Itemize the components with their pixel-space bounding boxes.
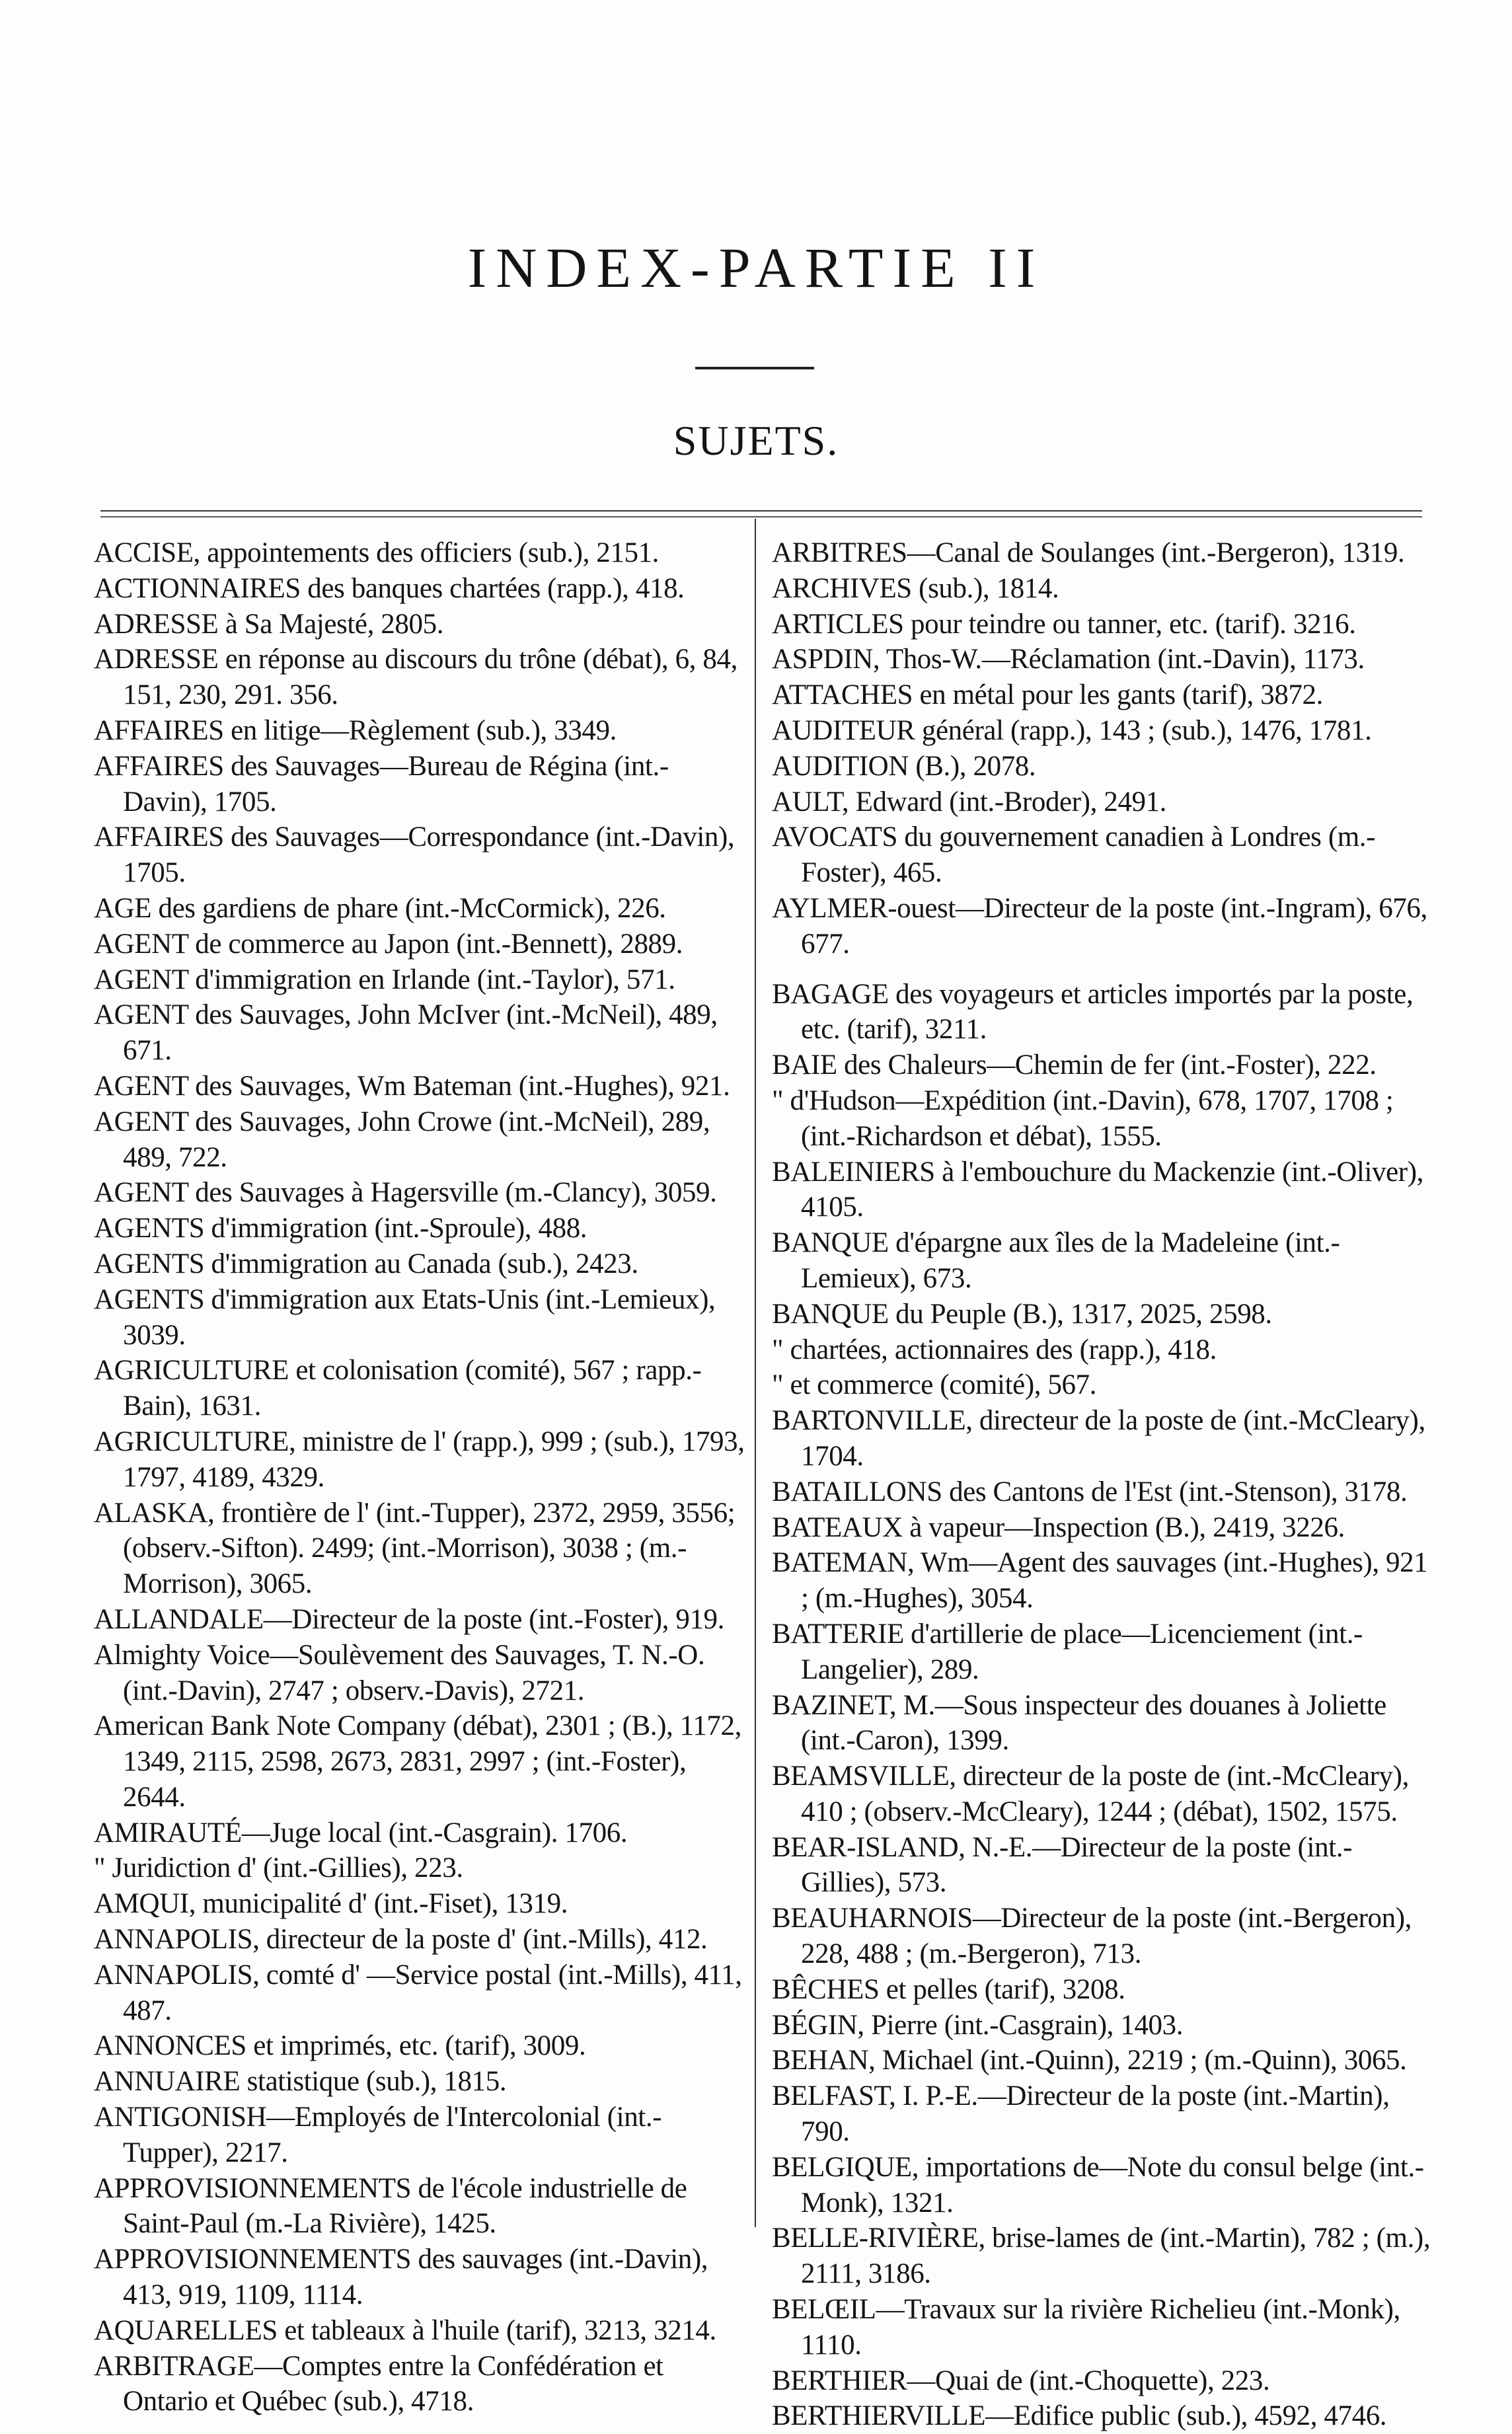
index-entry: BANQUE du Peuple (B.), 1317, 2025, 2598. [772,1298,1272,1330]
index-entry: ALASKA, frontière de l' (int.-Tupper), 2372, 2959, 3556; (observ.-Sifton). 2499; (int.-Morrison), 3038 ; (m.-Morrison), 3065. [94,1497,736,1600]
index-entry: BELLE-RIVIÈRE, brise-lames de (int.-Martin), 782 ; (m.), 2111, 3186. [772,2223,1431,2290]
index-entry: AGENT d'immigration en Irlande (int.-Taylor), 571. [94,964,675,995]
index-entry: AGENTS d'immigration aux Etats-Unis (int.-Lemieux), 3039. [94,1283,716,1351]
title-divider [695,367,814,369]
index-entry: BATAILLONS des Cantons de l'Est (int.-Stenson), 3178. [772,1476,1408,1507]
index-entry: AQUARELLES et tableaux à l'huile (tarif), 3213, 3214. [94,2314,716,2346]
index-entry: BARTONVILLE, directeur de la poste de (int.-McCleary), 1704. [772,1405,1425,1472]
header-rule [100,510,1422,517]
index-entry: ANNONCES et imprimés, etc. (tarif), 3009. [94,2030,586,2062]
index-entry: " Juridiction d' (int.-Gillies), 223. [94,1852,463,1884]
index-entry: AGRICULTURE, ministre de l' (rapp.), 999 ; (sub.), 1793, 1797, 4189, 4329. [94,1426,745,1493]
index-entry: AMQUI, municipalité d' (int.-Fiset), 1319. [94,1888,568,1920]
index-entry: BATTERIE d'artillerie de place—Licenciement (int.-Langelier), 289. [772,1618,1363,1685]
index-entry: BERTHIERVILLE—Edifice public (sub.), 4592, 4746. [772,2400,1387,2432]
index-entry: BAIE des Chaleurs—Chemin de fer (int.-Foster), 222. [772,1049,1377,1081]
index-entry: " d'Hudson—Expédition (int.-Davin), 678, 1707, 1708 ; (int.-Richardson et débat), 1555. [772,1084,1394,1152]
index-entry: AUDITEUR général (rapp.), 143 ; (sub.), 1476, 1781. [772,714,1372,746]
section-subtitle: SUJETS. [673,417,839,464]
index-entry: Almighty Voice—Soulèvement des Sauvages, T. N.-O. (int.-Davin), 2747 ; observ.-Davis), 2721. [94,1639,705,1706]
index-entry: BEAMSVILLE, directeur de la poste de (int.-McCleary), 410 ; (observ.-McCleary), 1244 ; (débat), 1502, 1575. [772,1761,1409,1827]
index-column-left [94,535,748,2419]
index-entry: BERTHIER—Quai de (int.-Choquette), 223. [772,2365,1270,2396]
index-entry: APPROVISIONNEMENTS des sauvages (int.-Davin), 413, 919, 1109, 1114. [94,2244,708,2311]
index-entry: American Bank Note Company (débat), 2301 ; (B.), 1172, 1349, 2115, 2598, 2673, 2831, 2997 ; (int.-Foster), 2644. [94,1710,741,1813]
index-entry: BEHAN, Michael (int.-Quinn), 2219 ; (m.-Quinn), 3065. [772,2045,1407,2076]
index-entry: AGENT des Sauvages, Wm Bateman (int.-Hughes), 921. [94,1070,730,1102]
index-entry: AYLMER-ouest—Directeur de la poste (int.-Ingram), 676, 677. [772,892,1427,960]
index-entry: ARBITRAGE—Comptes entre la Confédération et Ontario et Québec (sub.), 4718. [94,2350,663,2417]
index-entry: ACCISE, appointements des officiers (sub.), 2151. [94,537,660,568]
index-entry: ARBITRES—Canal de Soulanges (int.-Bergeron), 1319. [772,537,1405,568]
index-entry: AGENTS d'immigration au Canada (sub.), 2423. [94,1248,638,1279]
index-entry: AFFAIRES des Sauvages—Correspondance (int.-Davin), 1705. [94,821,735,889]
index-entry: AGE des gardiens de phare (int.-McCormick), 226. [94,892,666,924]
page-title: INDEX-PARTIE II [467,236,1045,299]
index-entry: BALEINIERS à l'embouchure du Mackenzie (int.-Oliver), 4105. [772,1156,1423,1223]
index-entry: AVOCATS du gouvernement canadien à Londres (m.-Foster), 465. [772,821,1376,889]
index-entry: ADRESSE à Sa Majesté, 2805. [94,608,444,640]
index-entry: AUDITION (B.), 2078. [772,750,1036,782]
index-entry: ASPDIN, Thos-W.—Réclamation (int.-Davin), 1173. [772,644,1365,675]
index-entry: AGRICULTURE et colonisation (comité), 567 ; rapp.-Bain), 1631. [94,1355,702,1422]
index-entry: ARCHIVES (sub.), 1814. [772,572,1059,604]
index-entry: BELŒIL—Travaux sur la rivière Richelieu (int.-Monk), 1110. [772,2294,1400,2361]
index-entry: BEAR-ISLAND, N.-E.—Directeur de la poste (int.-Gillies), 573. [772,1831,1353,1899]
index-entry: BÊCHES et pelles (tarif), 3208. [772,1973,1125,2005]
index-entry: AGENT de commerce au Japon (int.-Bennett), 2889. [94,928,683,960]
index-entry: AGENTS d'immigration (int.-Sproule), 488. [94,1213,587,1244]
index-entry: AULT, Edward (int.-Broder), 2491. [772,786,1167,818]
index-entry: ACTIONNAIRES des banques chartées (rapp.), 418. [94,572,685,604]
index-entry: ANNAPOLIS, directeur de la poste d' (int.-Mills), 412. [94,1924,708,1956]
column-divider [755,519,756,2227]
index-entry: " chartées, actionnaires des (rapp.), 418. [772,1334,1217,1365]
index-entry: BAZINET, M.—Sous inspecteur des douanes à Joliette (int.-Caron), 1399. [772,1689,1386,1757]
index-entry: ANTIGONISH—Employés de l'Intercolonial (int.-Tupper), 2217. [94,2102,662,2168]
index-entry: BÉGIN, Pierre (int.-Casgrain), 1403. [772,2009,1184,2041]
index-column-right [772,535,1433,2434]
index-entry: AGENT des Sauvages à Hagersville (m.-Clancy), 3059. [94,1177,717,1209]
index-entry: APPROVISIONNEMENTS de l'école industrielle de Saint-Paul (m.-La Rivière), 1425. [94,2172,687,2240]
index-entry: AGENT des Sauvages, John McIver (int.-McNeil), 489, 671. [94,999,718,1067]
index-entry: ANNAPOLIS, comté d' —Service postal (int.-Mills), 411, 487. [94,1959,742,2026]
index-entry: ADRESSE en réponse au discours du trône (débat), 6, 84, 151, 230, 291. 356. [94,644,737,711]
index-entry: AFFAIRES des Sauvages—Bureau de Régina (int.-Davin), 1705. [94,750,669,818]
index-entry: " et commerce (comité), 567. [772,1369,1097,1401]
index-entry: BELFAST, I. P.-E.—Directeur de la poste (int.-Martin), 790. [772,2080,1390,2148]
index-entry: BATEAUX à vapeur—Inspection (B.), 2419, 3226. [772,1511,1345,1543]
index-entry: ANNUAIRE statistique (sub.), 1815. [94,2066,507,2098]
index-entry: BELGIQUE, importations de—Note du consul belge (int.-Monk), 1321. [772,2151,1424,2219]
index-entry: AGENT des Sauvages, John Crowe (int.-McNeil), 289, 489, 722. [94,1106,710,1173]
index-entry: AFFAIRES en litige—Règlement (sub.), 3349. [94,714,617,746]
index-entry: ARTICLES pour teindre ou tanner, etc. (tarif). 3216. [772,608,1356,640]
index-entry: ALLANDALE—Directeur de la poste (int.-Foster), 919. [94,1603,725,1635]
index-entry: AMIRAUTÉ—Juge local (int.-Casgrain). 1706. [94,1817,628,1848]
index-entry: BANQUE d'épargne aux îles de la Madeleine (int.-Lemieux), 673. [772,1227,1340,1294]
index-entry: BAGAGE des voyageurs et articles importés par la poste, etc. (tarif), 3211. [772,978,1414,1046]
index-entry: ATTACHES en métal pour les gants (tarif), 3872. [772,679,1323,711]
index-entry: BEAUHARNOIS—Directeur de la poste (int.-Bergeron), 228, 488 ; (m.-Bergeron), 713. [772,1903,1412,1970]
index-entry: BATEMAN, Wm—Agent des sauvages (int.-Hughes), 921 ; (m.-Hughes), 3054. [772,1547,1428,1615]
